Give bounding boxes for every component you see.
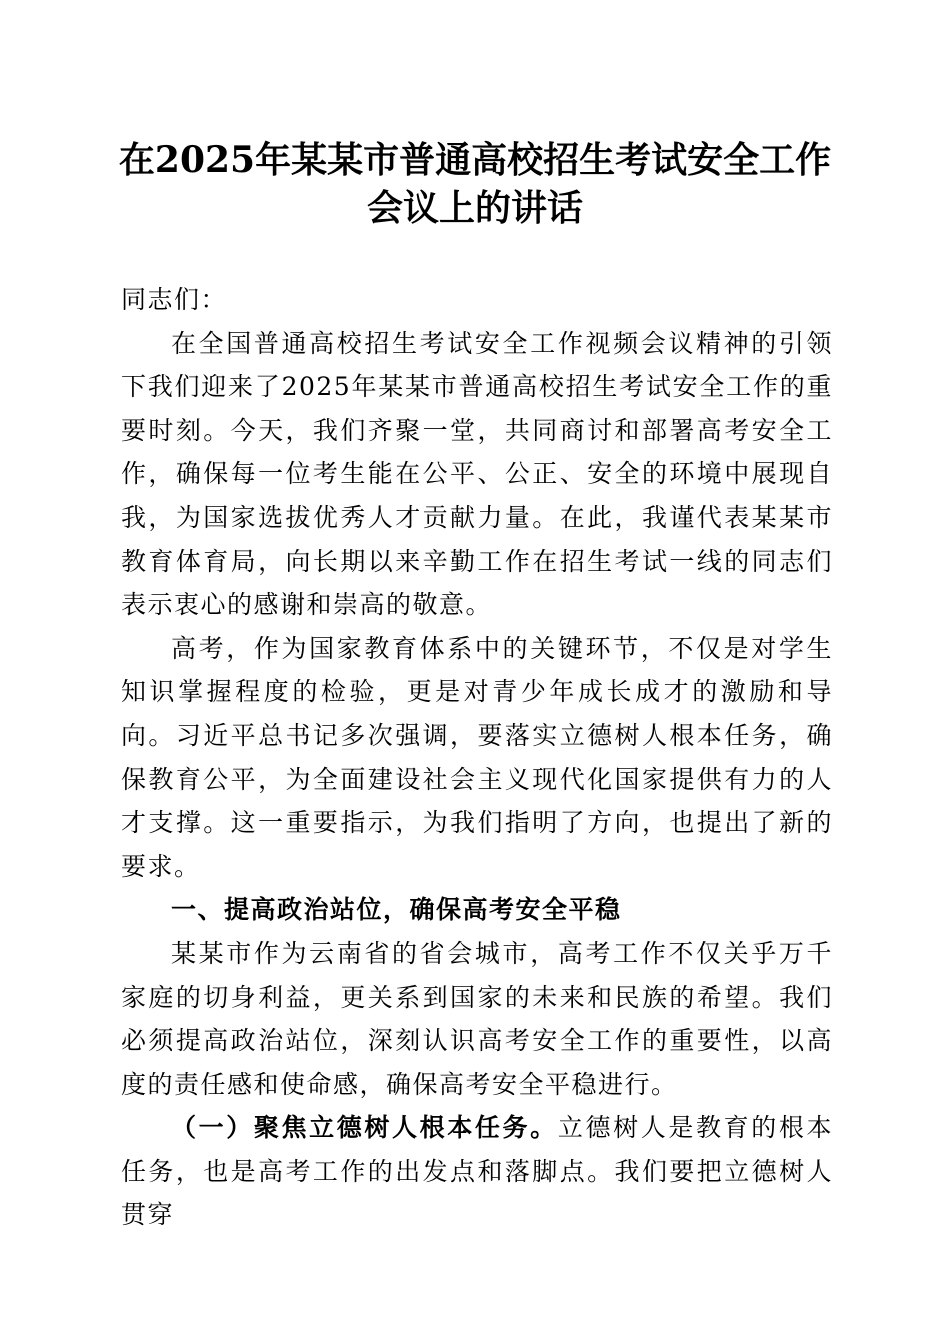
salutation: 同志们： <box>121 285 228 314</box>
paragraph-intro: 在全国普通高校招生考试安全工作视频会议精神的引领下我们迎来了2025年某某市普通高校招生考试安全工作的重要时刻。今天，我们齐聚一堂，共同商讨和部署高考安全工作，确保每一位考生能在公平、公正、安全的环境中展现自我，为国家选拔优秀人才贡献力量。在此，我谨代表某某市教育体育局，向长期以来辛勤工作在招生考试一线的同志们表示衷心的感谢和崇高的敬意。 <box>121 328 833 620</box>
document-title-line-1: 在2025年某某市普通高校招生考试安全工作 <box>118 139 832 181</box>
subsection-lead: （一）聚焦立德树人根本任务。 <box>171 1113 558 1143</box>
document-title-line-2: 会议上的讲话 <box>366 187 583 229</box>
paragraph-gaokao: 高考，作为国家教育体系中的关键环节，不仅是对学生知识掌握程度的检验，更是对青少年成长成才的激励和导向。习近平总书记多次强调，要落实立德树人根本任务，确保教育公平，为全面建设社会主义现代化国家提供有力的人才支撑。这一重要指示，为我们指明了方向，也提出了新的要求。 <box>121 633 833 881</box>
section-heading-1: 一、提高政治站位，确保高考安全平稳 <box>171 895 622 925</box>
paragraph-subsection-1 <box>121 1106 833 1237</box>
subsection-text: 立德树人是教育的根本任务，也是高考工作的出发点和落脚点。我们要把立德树人贯穿 <box>121 1113 833 1230</box>
paragraph-city: 某某市作为云南省的省会城市，高考工作不仅关乎万千家庭的切身利益，更关系到国家的未来和民族的希望。我们必须提高政治站位，深刻认识高考安全工作的重要性，以高度的责任感和使命感，确保高考安全平稳进行。 <box>121 938 833 1099</box>
document-body <box>121 278 833 1237</box>
